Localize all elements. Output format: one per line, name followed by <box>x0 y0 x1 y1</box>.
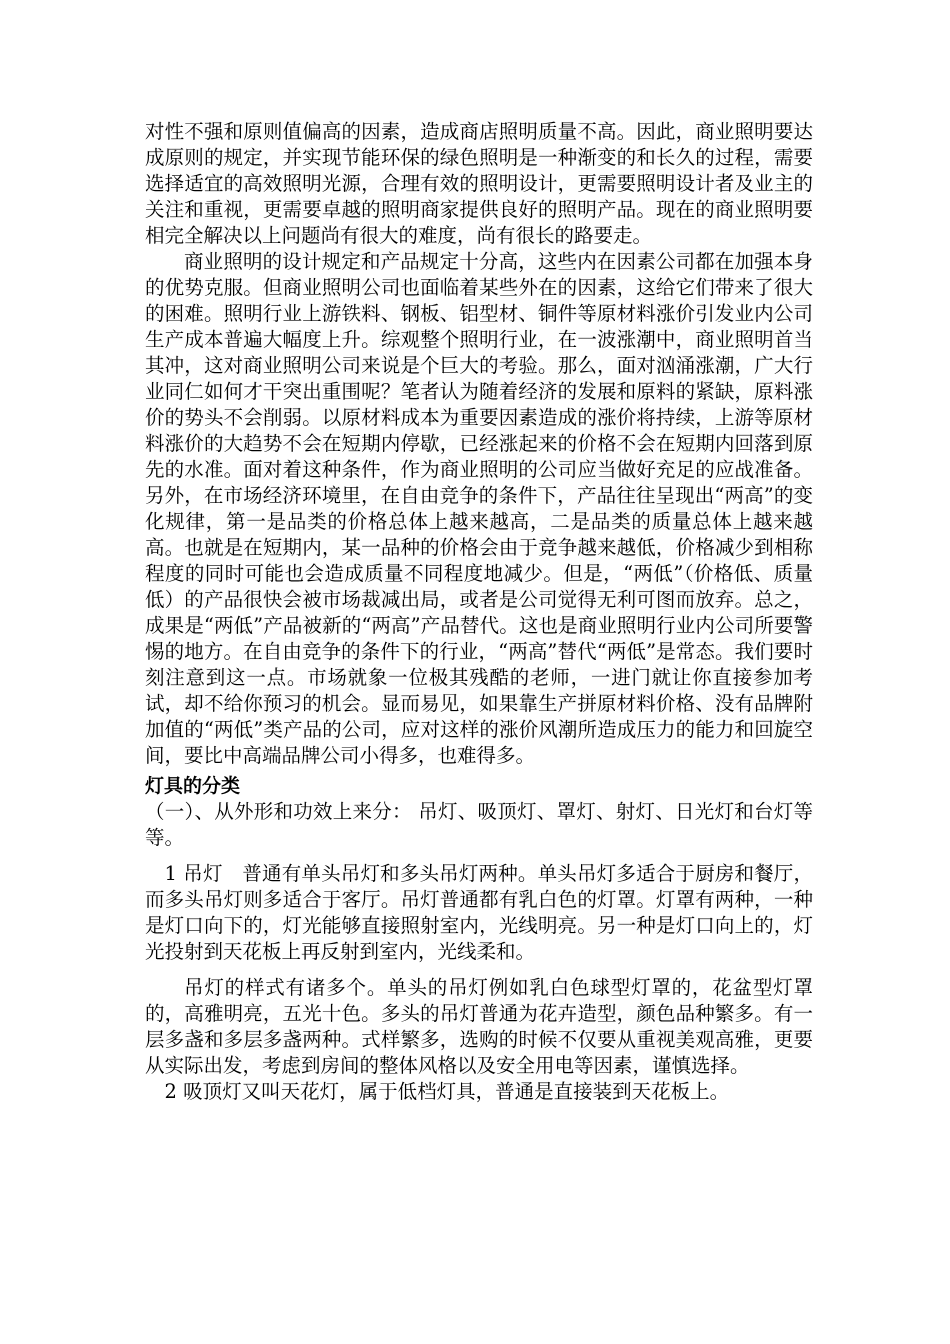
document-page <box>145 119 813 1105</box>
paragraph-store-lighting-quality: 对性不强和原则值偏高的因素，造成商店照明质量不高。因此，商业照明要达成原则的规定，并实现节能环保的绿色照明是一种渐变的和长久的过程，需要选择适宜的高效照明光源，合理有效的照明设计，更需要照明设计者及业主的关注和重视，更需要卓越的照明商家提供良好的照明产品。现在的商业照明要相完全解决以上问题尚有很大的难度，尚有很长的路要走。 <box>145 120 813 247</box>
section-heading-lamp-classification: 灯具的分类 <box>145 775 241 797</box>
paragraph-pendant-lamp: 1 吊灯 普通有单头吊灯和多头吊灯两种。单头吊灯多适合于厨房和餐厅，而多头吊灯则多适合于客厅。吊灯普通都有乳白色的灯罩。灯罩有两种，一种是灯口向下的，灯光能够直接照射室内，光线明亮。另一种是灯口向上的，灯光投射到天花板上再反射到室内，光线柔和。 <box>145 862 813 963</box>
paragraph-ceiling-lamp: 2 吸顶灯又叫天花灯，属于低档灯具，普通是直接装到天花板上。 <box>164 1080 730 1103</box>
paragraph-commercial-lighting-challenges: 商业照明的设计规定和产品规定十分高，这些内在因素公司都在加强本身的优势克服。但商业照明公司也面临着某些外在的因素，这给它们带来了很大的困难。照明行业上游铁料、钢板、铝型材、铜件等原材料涨价引发业内公司生产成本普遍大幅度上升。综观整个照明行业，在一波涨潮中，商业照明首当其冲，这对商业照明公司来说是个巨大的考验。那么，面对汹涌涨潮，广大行业同仁如何才干突出重围呢？笔者认为随着经济的发展和原料的紧缺，原料涨价的势头不会削弱。以原材料成本为重要因素造成的涨价将持续，上游等原材料涨价的大趋势不会在短期内停歇，已经涨起来的价格不会在短期内回落到原先的水准。面对着这种条件，作为商业照明的公司应当做好充足的应战准备。另外，在市场经济环境里，在自由竞争的条件下，产品往往呈现出“两高”的变化规律，第一是品类的价格总体上越来越高，二是品类的质量总体上越来越高。也就是在短期内，某一品种的价格会由于竞争越来越低，价格减少到相称程度的同时可能也会造成质量不同程度地减少。但是，“两低”（价格低、质量低）的产品很快会被市场裁减出局，或者是公司觉得无利可图而放弃。总之，成果是“两低”产品被新的“两高”产品替代。这也是商业照明行业内公司所要警惕的地方。在自由竞争的条件下的行业，“两高”替代“两低”是常态。我们要时刻注意到这一点。市场就象一位极其残酷的老师，一进门就让你直接参加考试，却不给你预习的机会。显而易见，如果靠生产拼原材料价格、没有品牌附加值的“两低”类产品的公司，应对这样的涨价风潮所造成压力的能力和回旋空间，要比中高端品牌公司小得多，也难得多。 <box>145 250 813 767</box>
paragraph-pendant-lamp-styles: 吊灯的样式有诸多个。单头的吊灯例如乳白色球型灯罩的，花盆型灯罩的，高雅明亮，五光十色。多头的吊灯普通为花卉造型，颜色品种繁多。有一层多盏和多层多盏两种。式样繁多，选购的时候不仅要从重视美观高雅，更要从实际出发，考虑到房间的整体风格以及安全用电等因素，谨慎选择。 <box>145 976 813 1077</box>
paragraph-classification-by-shape: （一）、从外形和功效上来分： 吊灯、吸顶灯、罩灯、射灯、日光灯和台灯等等。 <box>145 800 813 849</box>
